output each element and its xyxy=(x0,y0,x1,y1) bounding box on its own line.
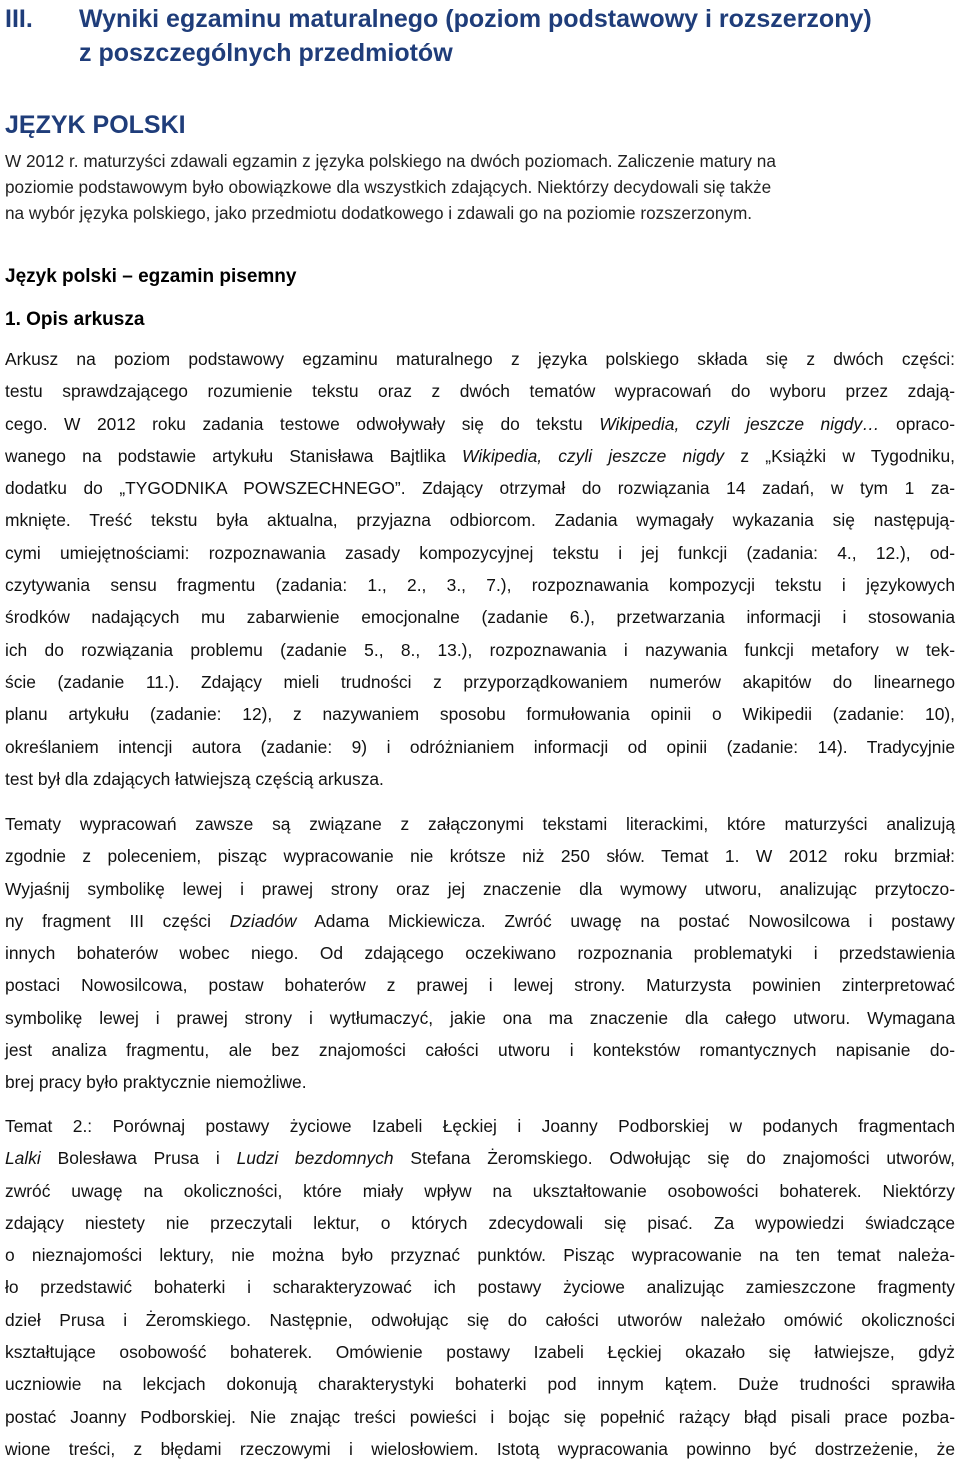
text-line: mknięte. Treść tekstu była aktualna, przyjazna odbiorcom. Zadania wymagały wykazania się następują- xyxy=(5,510,955,531)
text-line xyxy=(5,905,955,937)
text-line: zwróć uwagę na okoliczności, które miały wpływ na ukształtowanie osobowości bohaterek. Niektórzy xyxy=(5,1180,955,1201)
text-line: wione treści, z błędami rzeczowymi i wielosłowiem. Istotą wypracowania powinno być dostrzeżenie, że xyxy=(5,1438,955,1459)
text-run: Bolesława Prusa i xyxy=(40,1148,237,1169)
text-run: opraco- xyxy=(879,413,955,434)
text-line: Tematy wypracowań zawsze są związane z załączonymi tekstami literackimi, które maturzyści analizują xyxy=(5,814,955,834)
text-line: Temat 2.: Porównaj postawy życiowe Izabeli Łęckiej i Joanny Podborskiej w podanych fragmentach xyxy=(5,1116,955,1136)
text-line: poziomie podstawowym było obowiązkowe dla wszystkich zdających. Niektórzy decydowali się także xyxy=(5,177,772,197)
text-line: jest analiza fragmentu, ale bez znajomości całości utworu i kontekstów romantycznych napisanie do- xyxy=(5,1040,955,1061)
text-run: cego. W 2012 roku zadania testowe odwoływały się do tekstu xyxy=(5,413,600,434)
italic-title: Dziadów xyxy=(229,910,297,931)
subsubheading: 1. Opis arkusza xyxy=(5,309,145,330)
intro-paragraph xyxy=(5,148,955,226)
text-line: test był dla zdających łatwiejszą częścią arkusza. xyxy=(5,768,384,789)
text-line: postaci Nowosilcowa, postaw bohaterów z prawej i lewej strony. Maturzysta powinien zinterpretować xyxy=(5,975,955,996)
text-line xyxy=(5,1142,955,1174)
text-line: cymi umiejętnościami: rozpoznawania zasady kompozycyjnej tekstu i jej funkcji (zadania: 4., 12.), od- xyxy=(5,542,955,563)
text-line: innych bohaterów wobec niego. Od zdającego oczekiwano rozpoznania problematyki i przedstawienia xyxy=(5,943,955,964)
paragraph-topic-1 xyxy=(5,808,955,1099)
italic-title: Wikipedia, czyli jeszcze nigdy xyxy=(462,445,725,466)
text-line: zgodnie z poleceniem, pisząc wypracowanie nie krótsze niż 250 słów. Temat 1. W 2012 roku brzmiał: xyxy=(5,846,955,867)
text-line: planu artykułu (zadanie: 12), z nazywaniem sposobu formułowania opinii o Wikipedii (zadanie: 10), xyxy=(5,704,955,725)
text-line xyxy=(5,440,955,472)
text-run: wanego na podstawie artykułu Stanisława Bajtlika xyxy=(5,445,462,466)
text-line: środków nadających mu zabarwienie emocjonalne (zadanie 6.), przetwarzania informacji i stosowania xyxy=(5,607,955,628)
text-line: ście (zadanie 11.). Zdający mieli trudności z przyporządkowaniem numerów akapitów do linearnego xyxy=(5,671,955,692)
text-run: ny fragment III części xyxy=(5,910,230,931)
text-line: brej pracy było praktycznie niemożliwe. xyxy=(5,1072,307,1093)
text-run: z „Książki w Tygodniku, xyxy=(724,445,955,466)
section-number: III. xyxy=(5,5,33,33)
text-line: W 2012 r. maturzyści zdawali egzamin z języka polskiego na dwóch poziomach. Zaliczenie matury na xyxy=(5,151,776,171)
text-line: dodatku do „TYGODNIKA POWSZECHNEGO”. Zdający otrzymał do rozwiązania 14 zadań, w tym 1 za- xyxy=(5,478,955,499)
text-line xyxy=(5,408,955,440)
paragraph-topic-2 xyxy=(5,1110,955,1465)
italic-title: Lalki xyxy=(5,1148,41,1169)
text-line: Wyjaśnij symbolikę lewej i prawej strony oraz jej znaczenie dla wymowy utworu, analizując przytoczo- xyxy=(5,878,955,899)
subheading: Język polski – egzamin pisemny xyxy=(5,266,297,287)
italic-title: Ludzi bezdomnych xyxy=(236,1148,394,1169)
text-line: ło przedstawić bohaterki i scharakteryzować ich postawy życiowe analizując zamieszczone fragmenty xyxy=(5,1277,955,1298)
chapter-title-line: z poszczególnych przedmiotów xyxy=(79,39,453,67)
chapter-title-line: Wyniki egzaminu maturalnego (poziom podstawowy i rozszerzony) xyxy=(79,5,872,33)
text-line: zdający niestety nie przeczytali lektur, o których zdecydowali się pisać. Za wypowiedzi świadczące xyxy=(5,1212,955,1233)
text-line: czytywania sensu fragmentu (zadania: 1., 2., 3., 7.), rozpoznawania kompozycji tekstu i językowych xyxy=(5,575,955,596)
text-line: postać Joanny Podborskiej. Nie znając treści powieści i bojąc się popełnić rażący błąd pisali prace pozba- xyxy=(5,1406,955,1427)
text-line: na wybór języka polskiego, jako przedmiotu dodatkowego i zdawali go na poziomie rozszerzonym. xyxy=(5,203,753,223)
section-title: JĘZYK POLSKI xyxy=(5,111,186,139)
text-line: symbolikę lewej i prawej strony i wytłumaczyć, jakie ona ma znaczenie dla całego utworu. Wymagana xyxy=(5,1007,955,1028)
text-line: testu sprawdzającego rozumienie tekstu oraz z dwóch tematów wypracowań do wyboru przez zdają- xyxy=(5,381,955,402)
text-line: o nieznajomości lektury, nie można było przyznać punktów. Pisząc wypracowanie na ten temat należa- xyxy=(5,1245,955,1266)
text-line: określaniem intencji autora (zadanie: 9) i odróżnianiem informacji od opinii (zadanie: 14). Tradycyjnie xyxy=(5,736,955,757)
italic-title: Wikipedia, czyli jeszcze nigdy… xyxy=(599,413,880,434)
text-run: Stefana Żeromskiego. Odwołując się do znajomości utworów, xyxy=(393,1148,955,1169)
text-line: kształtujące osobowość bohaterek. Omówienie postawy Izabeli Łęckiej okazało się łatwiejsze, gdyż xyxy=(5,1342,955,1363)
text-run: Adama Mickiewicza. Zwróć uwagę na postać Nowosilcowa i postawy xyxy=(296,910,956,931)
text-line: uczniowie na lekcjach dokonują charakterystyki bohaterki pod innym kątem. Duże trudności sprawiła xyxy=(5,1374,955,1395)
text-line: ich do rozwiązania problemu (zadanie 5., 8., 13.), rozpoznawania i nazywania funkcji metafory w tek- xyxy=(5,639,955,660)
chapter-title xyxy=(79,2,955,70)
paragraph-sheet-description xyxy=(5,343,955,795)
text-line: dzieł Prusa i Żeromskiego. Następnie, odwołując się do całości utworów należało omówić okoliczności xyxy=(5,1309,955,1330)
text-line: Arkusz na poziom podstawowy egzaminu maturalnego z języka polskiego składa się z dwóch części: xyxy=(5,349,955,369)
